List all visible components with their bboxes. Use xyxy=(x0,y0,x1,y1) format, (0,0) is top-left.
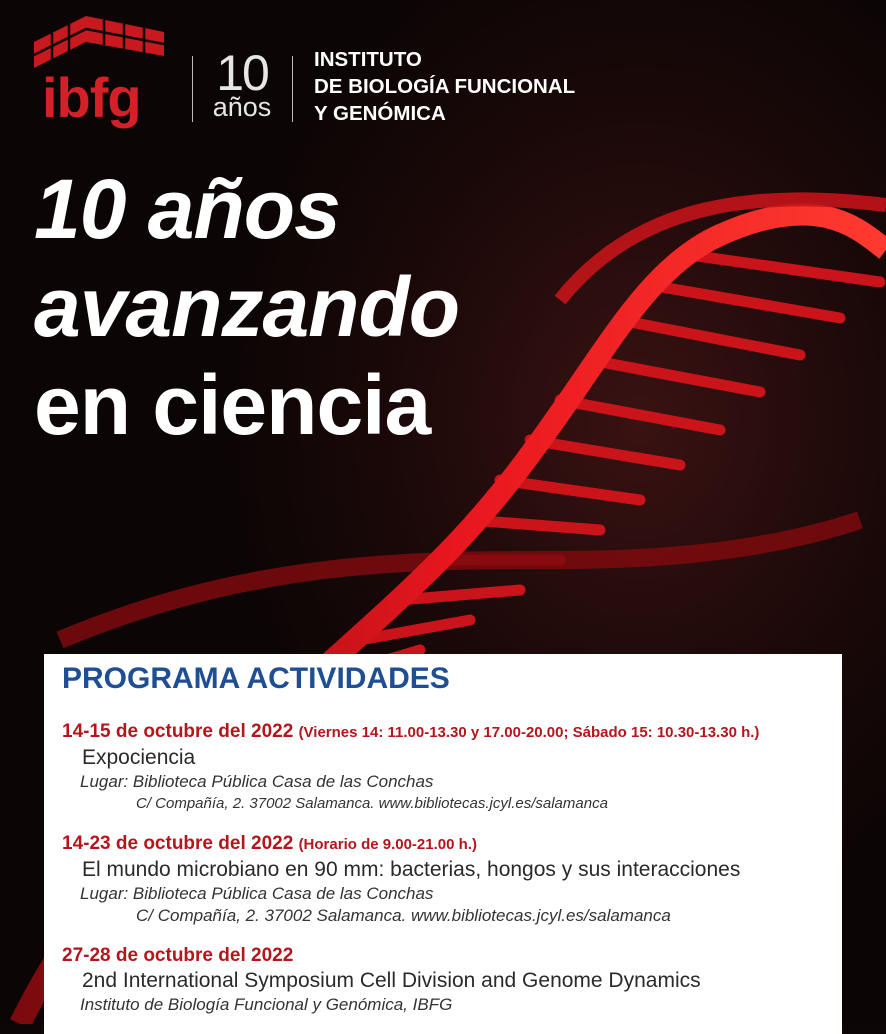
event-date: 14-15 de octubre del 2022 xyxy=(62,721,294,742)
helix-rung xyxy=(530,440,680,465)
event-title: El mundo microbiano en 90 mm: bacterias, hongos y sus interacciones xyxy=(82,858,741,881)
helix-rung xyxy=(560,400,720,430)
anniversary-mark xyxy=(206,45,278,122)
institute-line-2: DE BIOLOGÍA FUNCIONAL xyxy=(314,75,576,98)
event-date: 27-28 de octubre del 2022 xyxy=(62,945,294,966)
event-place: Instituto de Biología Funcional y Genómica, IBFG xyxy=(80,995,453,1014)
program-panel xyxy=(44,654,842,1034)
institute-name xyxy=(314,46,575,127)
helix-rung xyxy=(690,255,880,282)
event-schedule: (Horario de 9.00-21.00 h.) xyxy=(298,836,477,853)
header-divider-right xyxy=(292,56,293,122)
institute-line-1: INSTITUTO xyxy=(314,48,422,71)
headline-line-1: 10 años xyxy=(34,162,340,256)
header-divider-left xyxy=(192,56,193,122)
event-place: Lugar: Biblioteca Pública Casa de las Conchas xyxy=(80,884,434,903)
program-event xyxy=(62,832,842,927)
headline xyxy=(34,160,459,454)
program-title: PROGRAMA ACTIVIDADES xyxy=(62,662,450,695)
event-schedule: (Viernes 14: 11.00-13.30 y 17.00-20.00; Sábado 15: 10.30-13.30 h.) xyxy=(298,724,760,741)
anniversary-word: años xyxy=(212,92,272,122)
program-event xyxy=(62,720,842,815)
helix-rung xyxy=(650,285,840,318)
event-date-line xyxy=(62,832,842,857)
headline-line-2: avanzando xyxy=(34,260,460,354)
event-date-line xyxy=(62,944,842,968)
ibfg-logo xyxy=(34,12,184,134)
event-address: C/ Compañía, 2. 37002 Salamanca. www.bibliotecas.jcyl.es/salamanca xyxy=(136,906,671,925)
helix-rung xyxy=(620,320,800,355)
headline-line-3: en ciencia xyxy=(34,358,431,452)
helix-rung xyxy=(590,360,760,392)
event-title: 2nd International Symposium Cell Division and Genome Dynamics xyxy=(82,969,701,992)
building-logo-icon xyxy=(34,12,164,74)
anniversary-number: 10 xyxy=(216,45,268,101)
event-place: Lugar: Biblioteca Pública Casa de las Conchas xyxy=(80,772,434,791)
logo-wordmark: ibfg xyxy=(42,66,141,129)
event-date-line xyxy=(62,720,842,745)
event-title: Expociencia xyxy=(82,746,196,769)
event-address: C/ Compañía, 2. 37002 Salamanca. www.bibliotecas.jcyl.es/salamanca xyxy=(136,795,608,812)
program-event xyxy=(62,944,842,1016)
institute-line-3: Y GENÓMICA xyxy=(314,102,446,125)
event-date: 14-23 de octubre del 2022 xyxy=(62,833,294,854)
